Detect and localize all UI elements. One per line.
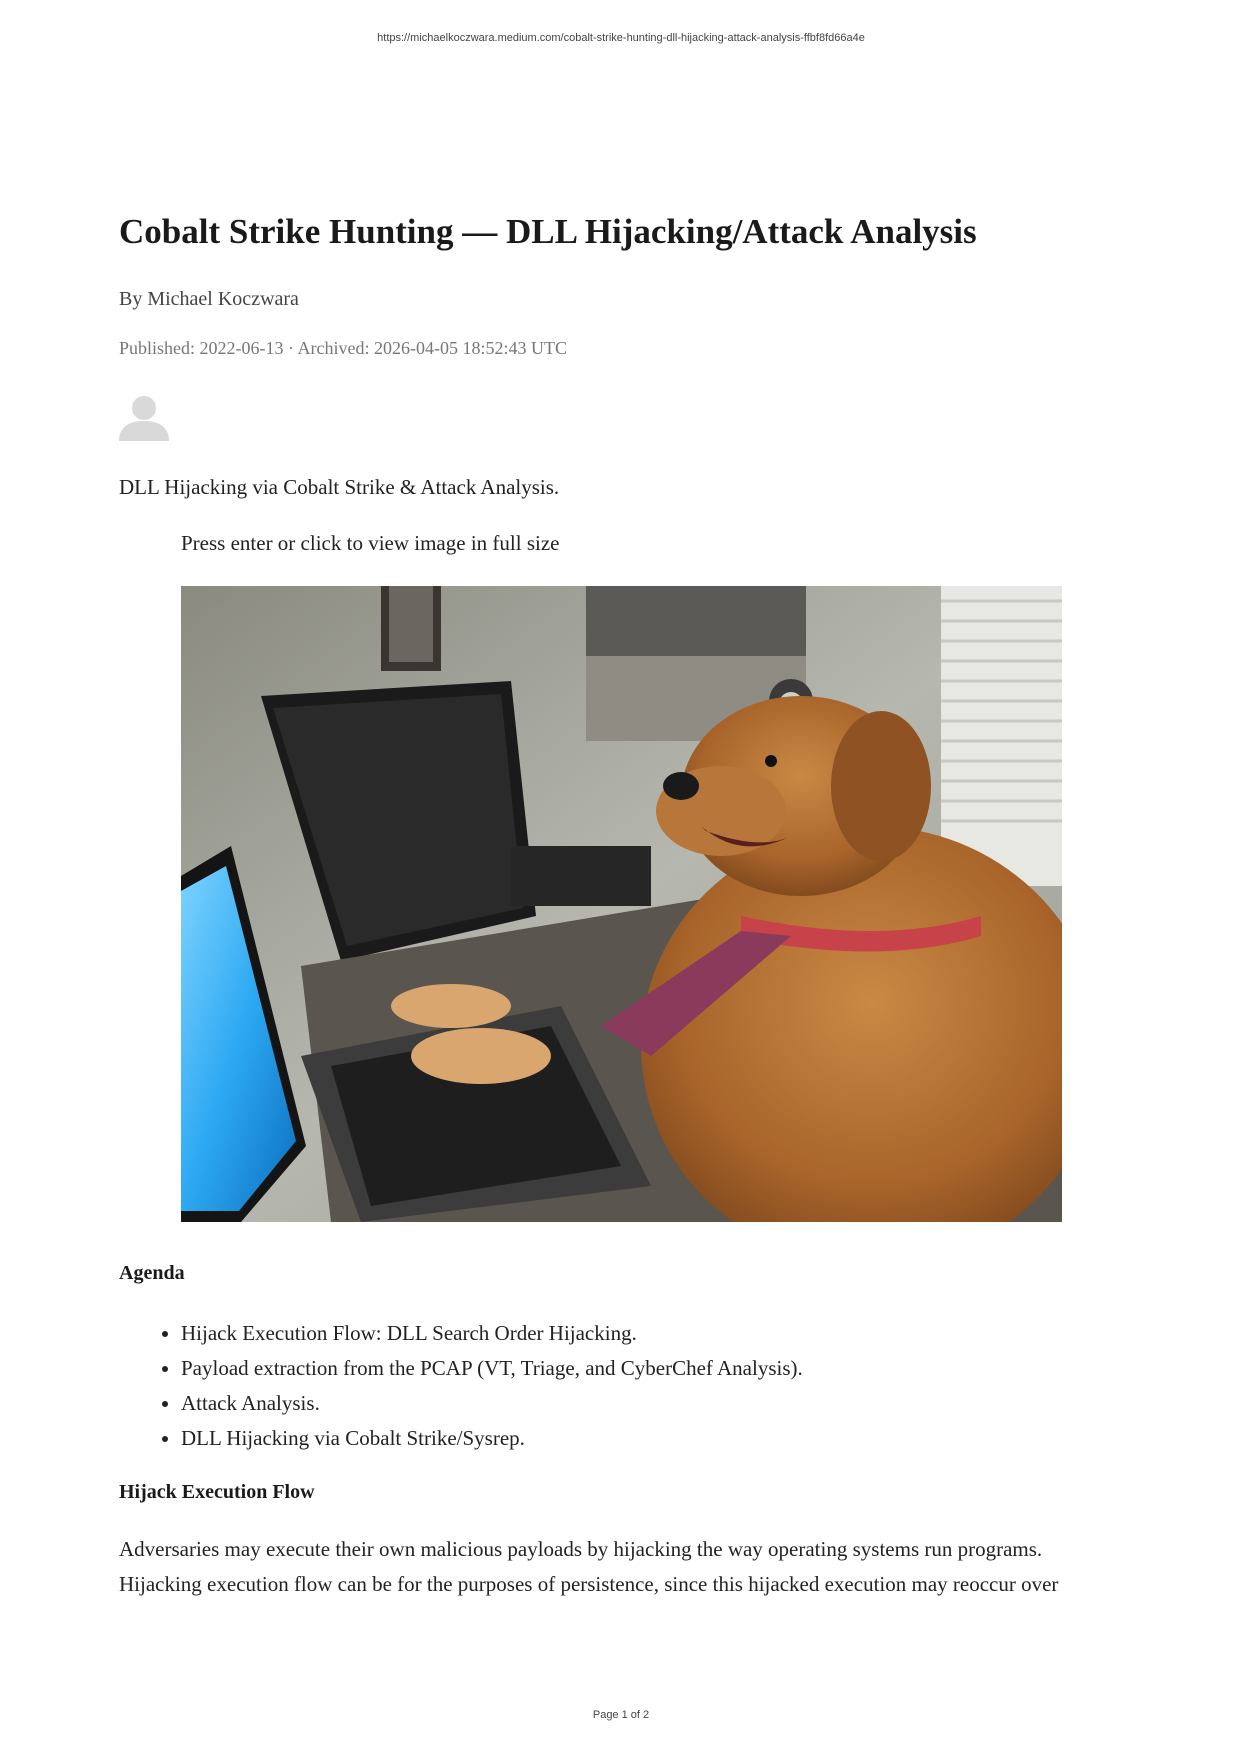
agenda-list [119,1316,1181,1456]
page-number: Page 1 of 2 [592,1709,650,1721]
agenda-heading: Agenda [119,1262,185,1284]
list-item: • DLL Hijacking via Cobalt Strike/Sysrep. [181,1421,1181,1456]
user-placeholder-icon [119,393,169,441]
list-item: • Attack Analysis. [181,1386,1181,1421]
dog-at-computer-photo[interactable] [181,586,1062,1222]
list-item: • Payload extraction from the PCAP (VT, Triage, and CyberChef Analysis). [181,1351,1181,1386]
source-url[interactable]: https://michaelkoczwara.medium.com/cobalt-strike-hunting-dll-hijacking-attack-analysis-ffbf8fd66a4e [377,32,865,44]
author-byline: By Michael Koczwara [119,288,299,310]
section-heading: Hijack Execution Flow [119,1481,315,1503]
list-item: • Hijack Execution Flow: DLL Search Order Hijacking. [181,1316,1181,1351]
intro-text: DLL Hijacking via Cobalt Strike & Attack Analysis. [119,475,560,499]
body-paragraph: Adversaries may execute their own malicious payloads by hijacking the way operating systems run programs. Hijacking execution flow can be for the purposes of persistence, since this hijacked execution may reoccur over [119,1537,1059,1596]
publish-meta: Published: 2022-06-13 · Archived: 2026-04-05 18:52:43 UTC [119,338,567,358]
image-caption[interactable]: Press enter or click to view image in full size [181,531,560,555]
article-title: Cobalt Strike Hunting — DLL Hijacking/Attack Analysis [119,212,977,251]
